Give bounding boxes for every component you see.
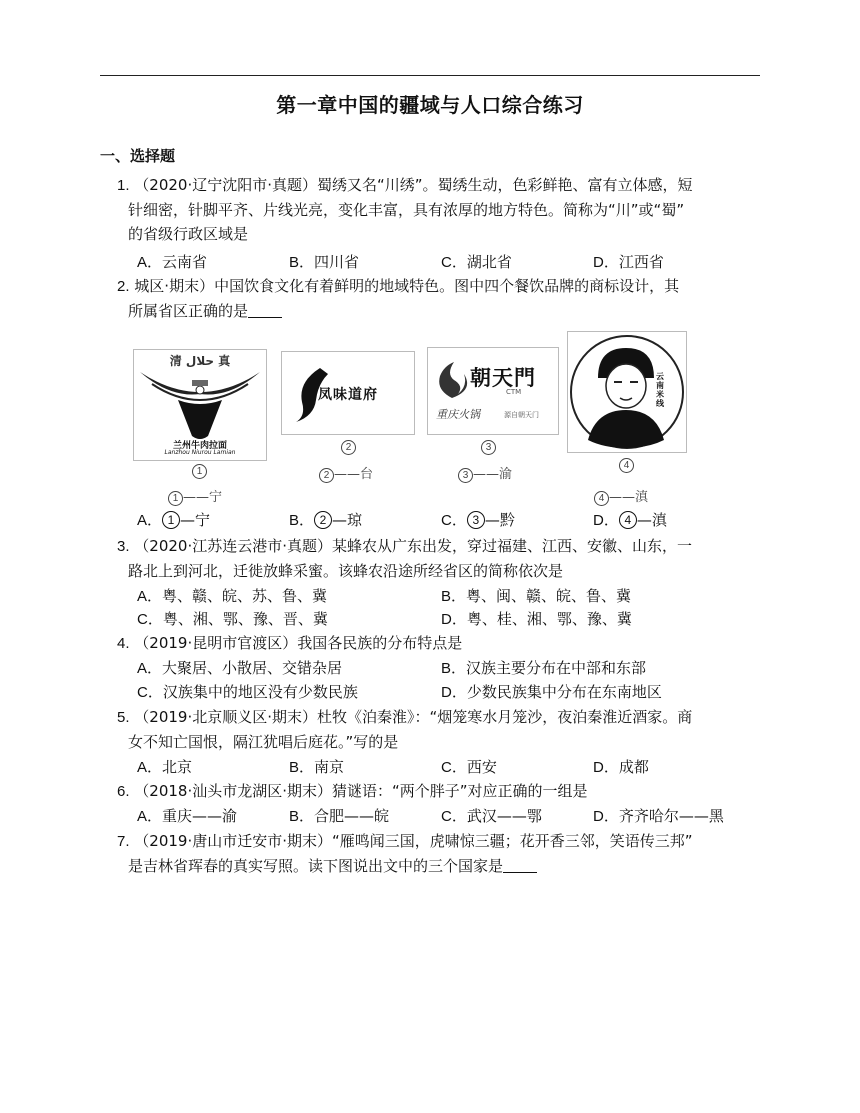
question-number: 2. [117, 278, 130, 295]
option-d[interactable]: D．少数民族集中分布在东南地区 [441, 683, 662, 701]
question-text: （2019·昆明市官渡区）我国各民族的分布特点是 [134, 634, 463, 652]
question-text: 城区·期末）中国饮食文化有着鲜明的地域特色。图中四个餐饮品牌的商标设计，其 [134, 277, 680, 295]
question-text: （2019·北京顺义区·期末）杜牧《泊秦淮》：“烟笼寒水月笼沙，夜泊秦淮近酒家。商 [134, 708, 693, 726]
question-number: 3. [117, 538, 130, 555]
question-text: （2020·江苏连云港市·真题）某蜂农从广东出发，穿过福建、江西、安徽、山东，一 [134, 537, 693, 555]
answer-blank[interactable] [248, 303, 282, 318]
logo-sub-text: CTM [506, 388, 522, 396]
option-b[interactable]: B．合肥——皖 [289, 807, 390, 825]
option-a[interactable]: A． 1 —宁 [137, 511, 211, 529]
section-heading: 一、选择题 [100, 147, 176, 165]
option-b[interactable]: B．四川省 [289, 253, 360, 271]
logo-text: 朝天門 [470, 366, 536, 390]
question-text: 针细密，针脚平齐、片线光亮，变化丰富，具有浓厚的地方特色。简称为“川”或“蜀” [128, 201, 685, 219]
question-4 [117, 631, 765, 656]
option-a[interactable]: A．云南省 [137, 253, 208, 271]
figure-caption-1: 1 ——宁 [168, 486, 222, 506]
option-c[interactable]: C．西安 [441, 758, 497, 776]
flame-icon [434, 360, 470, 400]
logo-1-number: 1 [192, 463, 207, 479]
option-a[interactable]: A．北京 [137, 758, 193, 776]
option-d[interactable]: D． 4 —滇 [593, 511, 667, 529]
option-d[interactable]: D．齐齐哈尔——黑 [593, 807, 724, 825]
question-5 [117, 705, 765, 754]
question-1 [117, 173, 765, 246]
question-number: 6. [117, 783, 130, 800]
option-d[interactable]: D．成都 [593, 758, 649, 776]
question-2 [117, 274, 765, 323]
option-c[interactable]: C．武汉——鄂 [441, 807, 542, 825]
option-c[interactable]: C． 3 —黔 [441, 511, 515, 529]
question-number: 1. [117, 177, 130, 194]
logo-sub-text: Lanzhou Niurou Lamian [164, 449, 236, 456]
question-number: 5. [117, 709, 130, 726]
logo-chaotianmen [427, 347, 559, 435]
question-text: 的省级行政区域是 [128, 225, 249, 243]
logo-2-number: 2 [341, 439, 356, 455]
question-text: （2019·唐山市迁安市·期末）“雁鸣闻三国，虎啸惊三疆；花开香三邻，笑语传三邦” [134, 832, 693, 850]
question-number: 4. [117, 635, 130, 652]
figure-caption-3: 3 ——渝 [458, 463, 512, 483]
logo-4-number: 4 [619, 457, 634, 473]
option-a[interactable]: A．重庆——渝 [137, 807, 238, 825]
logo-fengwei [281, 351, 415, 435]
option-b[interactable]: B．南京 [289, 758, 345, 776]
question-text: （2020·辽宁沈阳市·真题）蜀绣又名“川绣”。蜀绣生动，色彩鲜艳、富有立体感，短 [134, 176, 693, 194]
portrait-icon [568, 332, 686, 452]
figure-caption-4: 4 ——滇 [594, 486, 648, 506]
logo-3-number: 3 [481, 439, 496, 455]
question-7 [117, 829, 765, 878]
logo-text: 凤味道府 [318, 387, 378, 403]
option-c[interactable]: C．湖北省 [441, 253, 512, 271]
logo-text: 云南米线 [656, 372, 664, 408]
logo-yunnan-mixian [567, 331, 687, 453]
wings-icon [134, 364, 266, 444]
logo-foot-text: 重庆火锅 [436, 408, 480, 421]
option-b[interactable]: B． 2 —琼 [289, 511, 363, 529]
option-b[interactable]: B．汉族主要分布在中部和东部 [441, 659, 647, 677]
header-rule [100, 75, 760, 76]
question-3 [117, 534, 765, 583]
logo-top-text: 清 حلال 真 [169, 354, 231, 368]
logo-bottom-text: 兰州牛肉拉面 [172, 441, 227, 451]
logo-lanzhou-noodles [133, 349, 267, 461]
answer-blank[interactable] [503, 858, 537, 873]
figure-caption-2: 2 ——台 [319, 463, 373, 483]
question-text: 是吉林省珲春的真实写照。读下图说出文中的三个国家是 [128, 857, 504, 875]
question-text: 女不知亡国恨，隔江犹唱后庭花。”写的是 [128, 733, 399, 751]
option-d[interactable]: D．江西省 [593, 253, 664, 271]
question-number: 7. [117, 833, 130, 850]
question-text: （2018·汕头市龙湖区·期末）猜谜语：“两个胖子”对应正确的一组是 [134, 782, 588, 800]
option-a[interactable]: A．大聚居、小散居、交错杂居 [137, 659, 343, 677]
option-a[interactable]: A．粤、赣、皖、苏、鲁、冀 [137, 587, 328, 605]
question-text: 路北上到河北，迁徙放蜂采蜜。该蜂农沿途所经省区的简称依次是 [128, 562, 564, 580]
question-6 [117, 779, 765, 804]
option-c[interactable]: C．汉族集中的地区没有少数民族 [137, 683, 358, 701]
logo-foot-sub: 源自朝天门 [504, 411, 539, 419]
option-c[interactable]: C．粤、湘、鄂、豫、晋、冀 [137, 610, 328, 628]
option-b[interactable]: B．粤、闽、赣、皖、鲁、冀 [441, 587, 632, 605]
option-d[interactable]: D．粤、桂、湘、鄂、豫、冀 [441, 610, 632, 628]
question-text: 所属省区正确的是 [128, 302, 249, 320]
page-title: 第一章中国的疆域与人口综合练习 [276, 93, 584, 117]
